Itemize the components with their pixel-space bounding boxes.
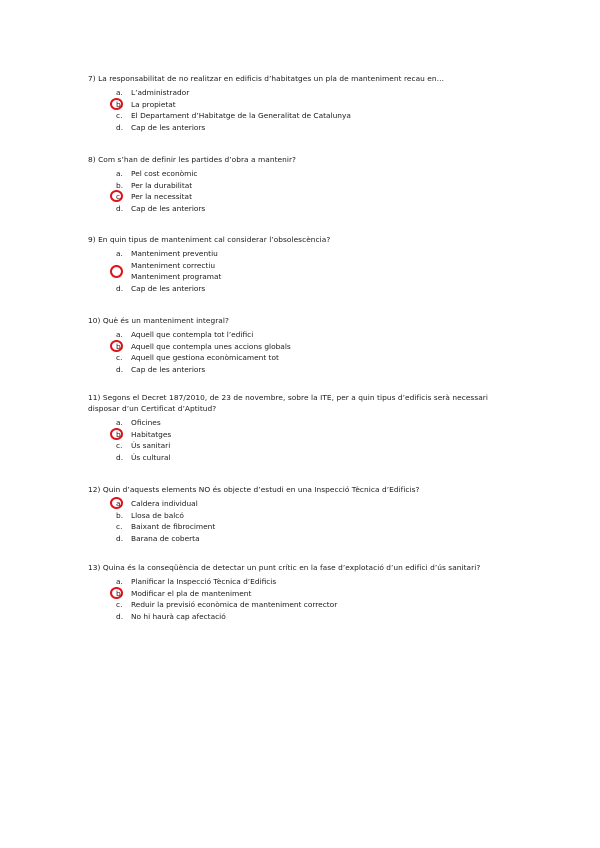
option-text: El Departament d’Habitatge de la Generalitat de Catalunya (131, 111, 351, 121)
option-letter: c. (116, 441, 123, 451)
option-b (88, 180, 488, 192)
option-letter: a. (116, 499, 123, 508)
question-text: 10) Què és un manteniment integral? (88, 316, 229, 325)
question-9 (88, 234, 488, 295)
question-8 (88, 154, 488, 215)
option-letter: a. (116, 169, 123, 178)
option-letter: d. (116, 204, 124, 214)
option-text: Cap de les anteriors (131, 204, 206, 214)
option-a (88, 576, 488, 588)
option-text: Manteniment correctiu (131, 260, 216, 270)
option-b (88, 260, 488, 272)
option-letter: b. (116, 510, 124, 520)
option-a (88, 417, 488, 429)
option-text: Aquell que contempla unes accions globals (131, 341, 291, 351)
option-text: Cap de les anteriors (131, 123, 206, 133)
answer-circle-mark (110, 265, 123, 278)
option-d (88, 452, 488, 464)
option-a (88, 248, 488, 260)
option-text: Cap de les anteriors (131, 365, 206, 375)
option-d (88, 203, 488, 215)
option-text: Manteniment programat (131, 272, 222, 282)
option-a (88, 168, 488, 180)
option-text: Barana de coberta (131, 534, 200, 544)
option-letter: c. (116, 522, 123, 532)
option-text: Llosa de balcó (131, 510, 184, 520)
option-text: Caldera individual (131, 499, 198, 508)
option-text: Reduir la previsió econòmica de manteniment corrector (131, 600, 338, 610)
option-text: Planificar la Inspecció Tècnica d’Edificis (131, 577, 277, 586)
option-letter: a. (116, 577, 123, 586)
option-text: Baixant de fibrociment (131, 522, 216, 532)
option-letter: d. (116, 284, 124, 294)
option-d (88, 122, 488, 134)
option-letter: d. (116, 365, 124, 375)
question-10 (88, 315, 488, 376)
option-letter: a. (116, 88, 123, 97)
option-b (88, 510, 488, 522)
option-letter: a. (116, 330, 123, 339)
option-a (88, 498, 488, 510)
option-text: Cap de les anteriors (131, 284, 206, 294)
option-a (88, 329, 488, 341)
option-text: Per la necessitat (131, 192, 192, 202)
option-letter: a. (116, 249, 123, 258)
option-c (88, 110, 488, 122)
option-letter: b. (116, 99, 124, 109)
option-d (88, 533, 488, 545)
option-text: Aquell que gestiona econòmicament tot (131, 353, 279, 363)
option-text: Manteniment preventiu (131, 249, 218, 258)
option-d (88, 364, 488, 376)
option-text: Modificar el pla de manteniment (131, 588, 252, 598)
option-text: Habitatges (131, 429, 172, 439)
option-text: Oficines (131, 418, 161, 427)
option-letter: d. (116, 612, 124, 622)
option-text: No hi haurà cap afectació (131, 612, 226, 622)
option-letter: b. (116, 588, 124, 598)
option-letter: d. (116, 123, 124, 133)
question-7 (88, 73, 488, 134)
question-text: 7) La responsabilitat de no realitzar en edificis d’habitatges un pla de manteniment recau en… (88, 74, 445, 83)
question-11 (88, 392, 488, 464)
option-text: Per la durabilitat (131, 180, 193, 190)
option-text: Pel cost econòmic (131, 169, 198, 178)
option-c (88, 440, 488, 452)
option-c (88, 191, 488, 203)
option-d (88, 611, 488, 623)
option-b (88, 429, 488, 441)
question-text: 11) Segons el Decret 187/2010, de 23 de novembre, sobre la ITE, per a quin tipus d’edificis serà necessari disposar d’un Certificat d’Aptitud? (88, 393, 488, 413)
option-c (88, 352, 488, 364)
option-c (88, 599, 488, 611)
option-letter: d. (116, 534, 124, 544)
option-c (88, 271, 488, 283)
option-d (88, 283, 488, 295)
option-letter: c. (116, 353, 123, 363)
option-letter: d. (116, 453, 124, 463)
option-c (88, 521, 488, 533)
option-letter: b. (116, 180, 124, 190)
option-b (88, 99, 488, 111)
option-letter: a. (116, 418, 123, 427)
option-text: Ús cultural (131, 453, 171, 463)
option-text: La propietat (131, 99, 176, 109)
option-text: L’administrador (131, 88, 190, 97)
option-letter: b. (116, 341, 124, 351)
option-letter: c. (116, 192, 123, 202)
question-13 (88, 562, 488, 623)
question-12 (88, 484, 488, 545)
option-letter: c. (116, 111, 123, 121)
question-text: 12) Quin d’aquests elements NO és objecte d’estudi en una Inspecció Tècnica d’Edificis? (88, 485, 420, 494)
option-a (88, 87, 488, 99)
option-text: Ús sanitari (131, 441, 171, 451)
option-letter: b. (116, 429, 124, 439)
question-text: 8) Com s’han de definir les partides d’obra a mantenir? (88, 155, 297, 164)
option-letter: c. (116, 600, 123, 610)
option-text: Aquell que contempla tot l’edifici (131, 330, 254, 339)
question-text: 9) En quin tipus de manteniment cal considerar l’obsolescència? (88, 235, 331, 244)
option-b (88, 588, 488, 600)
option-b (88, 341, 488, 353)
question-text: 13) Quina és la conseqüència de detectar un punt crític en la fase d’explotació d’un edifici d’ús sanitari? (88, 563, 481, 572)
